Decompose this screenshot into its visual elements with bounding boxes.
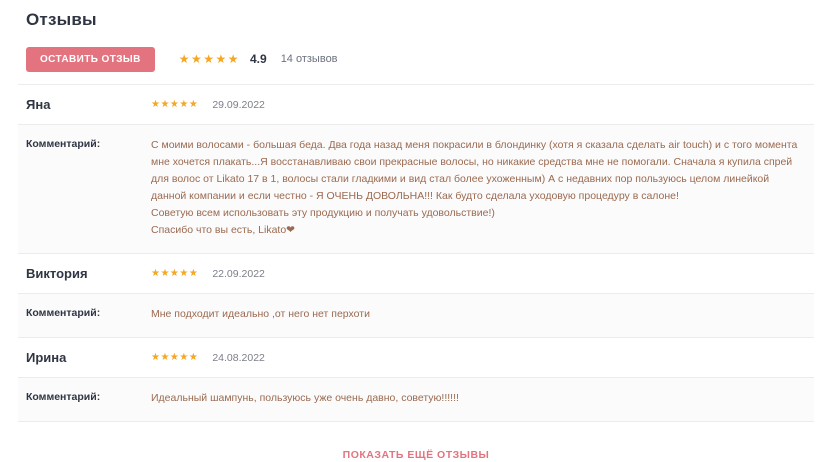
- review-comment: [151, 306, 370, 323]
- review-comment: [151, 137, 797, 239]
- reviews-page: [0, 10, 832, 461]
- star-rating-icon: ★★★★★: [151, 98, 199, 110]
- star-rating-icon: ★★★★★: [151, 351, 199, 363]
- review-comment: [151, 390, 459, 407]
- comment-line: Спасибо что вы есть, Likato❤: [151, 224, 295, 236]
- review-date: 29.09.2022: [212, 98, 265, 111]
- comment-line: С моими волосами - большая беда. Два года назад меня покрасили в блондинку (хотя я сказала сделать air touch) и с того момента: [151, 139, 798, 151]
- page-title: Отзывы: [26, 10, 97, 29]
- comment-line: для волос от Likato 17 в 1, волосы стали гладкими и вид стал более ухоженным) А с недавних пор пользуюсь целом линейкой: [151, 173, 770, 185]
- leave-review-button[interactable]: ОСТАВИТЬ ОТЗЫВ: [26, 47, 155, 72]
- comment-line: Идеальный шампунь, пользуюсь уже очень давно, советую!!!!!!: [151, 392, 459, 404]
- comment-line: Мне подходит идеально ,от него нет перхоти: [151, 308, 370, 320]
- review-body: [18, 294, 814, 337]
- review-item: [18, 338, 814, 421]
- comment-line: мне хочется плакать...Я восстанавливаю свои прекрасные волосы, но никакие средства мне не помогали. Сначала я купила спрей: [151, 156, 793, 168]
- review-item: [18, 85, 814, 253]
- review-body: [18, 125, 814, 253]
- comment-label: Комментарий:: [26, 138, 101, 150]
- comment-line: данной компании и если честно - Я ОЧЕНЬ ДОВОЛЬНА!!! Как будто сделала уходовую процедуру в салоне!: [151, 190, 679, 202]
- rating-summary: [179, 52, 338, 66]
- comment-label: Комментарий:: [26, 307, 101, 319]
- star-rating-icon: ★★★★★: [151, 267, 199, 279]
- review-date: 22.09.2022: [212, 267, 265, 280]
- show-more-container: [18, 448, 814, 462]
- review-meta: [151, 268, 265, 280]
- review-header: [18, 254, 814, 293]
- review-meta: [151, 352, 265, 364]
- review-header: [18, 85, 814, 124]
- star-rating-icon: ★★★★★: [178, 52, 240, 66]
- reviews-count-label: 14 отзывов: [280, 53, 338, 65]
- show-more-reviews-button[interactable]: ПОКАЗАТЬ ЕЩЁ ОТЗЫВЫ: [337, 448, 496, 462]
- reviewer-name: Ирина: [26, 350, 67, 365]
- review-item: [18, 254, 814, 337]
- review-body: [18, 378, 814, 421]
- comment-label: Комментарий:: [26, 391, 101, 403]
- reviewer-name: Яна: [26, 97, 51, 112]
- review-meta: [151, 99, 265, 111]
- average-rating-value: 4.9: [250, 52, 267, 66]
- reviews-toolbar: [26, 46, 814, 72]
- divider: [18, 421, 814, 422]
- reviewer-name: Виктория: [26, 266, 88, 281]
- review-header: [18, 338, 814, 377]
- review-date: 24.08.2022: [212, 351, 265, 364]
- comment-line: Советую всем использовать эту продукцию и получать удовольствие!): [151, 207, 495, 219]
